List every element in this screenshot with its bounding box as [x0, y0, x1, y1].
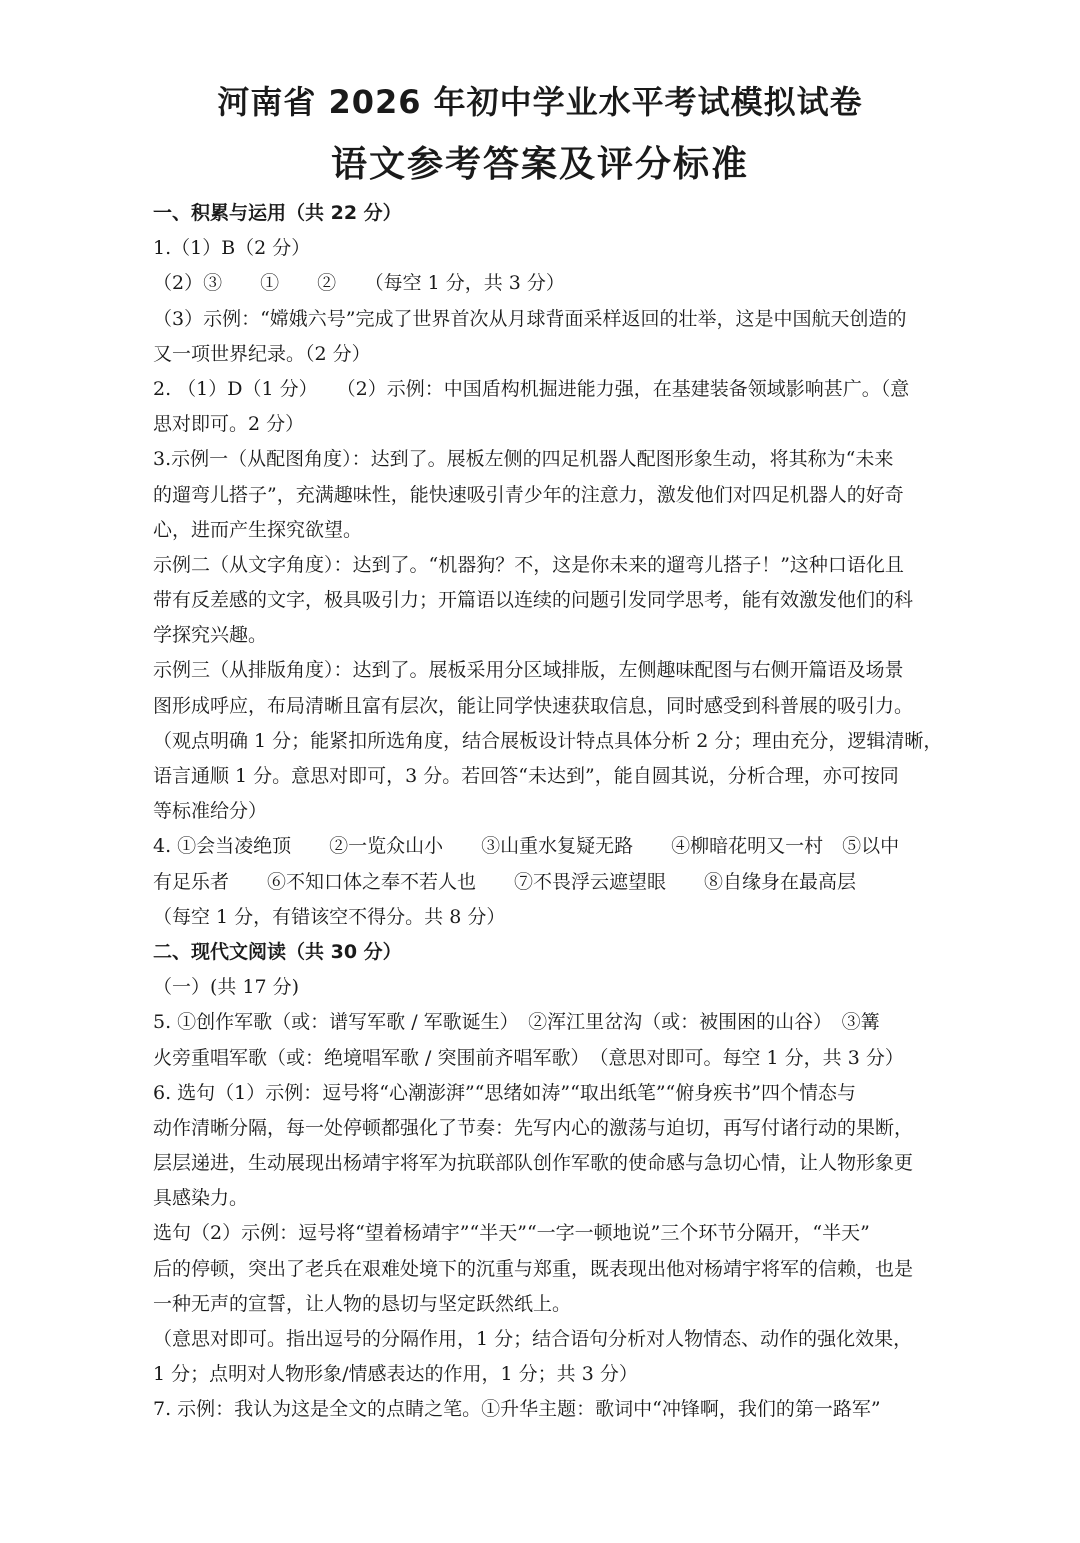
answer-line: 后的停顿，突出了老兵在艰难处境下的沉重与郑重，既表现出他对杨靖宇将军的信赖，也是 [153, 1257, 914, 1280]
answer-line: 7. 示例：我认为这是全文的点睛之笔。①升华主题：歌词中“冲锋啊，我们的第一路军” [153, 1398, 881, 1421]
answer-line: （观点明确 1 分；能紧扣所选角度，结合展板设计特点具体分析 2 分；理由充分，逻辑清晰， [153, 729, 943, 752]
answer-line: 语言通顺 1 分。意思对即可，3 分。若回答“未达到”，能自圆其说，分析合理，亦可按同 [153, 765, 899, 787]
answer-body [153, 196, 973, 1428]
answer-line: 2. （1）D（1 分） （2）示例：中国盾构机掘进能力强，在基建装备领域影响甚广。（意 [153, 377, 910, 400]
answer-line: 一种无声的宣誓，让人物的恳切与坚定跃然纸上。 [153, 1292, 572, 1315]
answer-line: 示例二（从文字角度）：达到了。“机器狗？不，这是你未来的遛弯儿搭子！”这种口语化且 [153, 553, 904, 576]
answer-line: 5. ①创作军歌（或：谱写军歌 / 军歌诞生） ②浑江里岔沟（或：被围困的山谷） ③篝 [153, 1011, 880, 1034]
section-heading: 二、现代文阅读（共 30 分） [153, 940, 402, 963]
answer-line: 又一项世界纪录。（2 分） [153, 342, 371, 365]
answer-line: （一）(共 17 分) [153, 976, 300, 999]
answer-line: 学探究兴趣。 [153, 624, 268, 647]
answer-line: 思对即可。2 分） [153, 413, 305, 436]
answer-line: 1.（1）B（2 分） [153, 237, 311, 260]
answer-line: 有足乐者 ⑥不知口体之奉不若人也 ⑦不畏浮云遮望眼 ⑧自缘身在最高层 [153, 870, 857, 893]
answer-line: （每空 1 分，有错该空不得分。共 8 分） [153, 905, 506, 928]
answer-line: 4. ①会当凌绝顶 ②一览众山小 ③山重水复疑无路 ④柳暗花明又一村 ⑤以中 [153, 835, 900, 858]
answer-line: （2）③ ① ② （每空 1 分，共 3 分） [153, 272, 565, 295]
exam-title: 河南省 2026 年初中学业水平考试模拟试卷 [217, 83, 863, 121]
answer-line: 6. 选句（1）示例：逗号将“心潮澎湃”“思绪如涛”“取出纸笔”“俯身疾书”四个情态与 [153, 1081, 856, 1104]
answer-line: （意思对即可。指出逗号的分隔作用，1 分；结合语句分析对人物情态、动作的强化效果， [153, 1328, 913, 1350]
answer-key-title: 语文参考答案及评分标准 [330, 144, 749, 185]
answer-line: 等标准给分） [153, 800, 268, 823]
answer-line: 3.示例一（从配图角度）：达到了。展板左侧的四足机器人配图形象生动，将其称为“未来 [153, 448, 894, 471]
answer-line: 层层递进，生动展现出杨靖宇将军为抗联部队创作军歌的使命感与急切心情，让人物形象更 [153, 1152, 914, 1175]
answer-line: 图形成呼应，布局清晰且富有层次，能让同学快速获取信息，同时感受到科普展的吸引力。 [153, 694, 914, 717]
answer-line: 带有反差感的文字，极具吸引力；开篇语以连续的问题引发同学思考，能有效激发他们的科 [153, 589, 914, 612]
answer-line: 火旁重唱军歌（或：绝境唱军歌 / 突围前齐唱军歌） （意思对即可。每空 1 分，共 3 分） [153, 1046, 904, 1069]
answer-line: （3）示例：“嫦娥六号”完成了世界首次从月球背面采样返回的壮举，这是中国航天创造的 [153, 307, 907, 330]
answer-line: 心，进而产生探究欲望。 [153, 518, 363, 541]
section-heading: 一、积累与运用（共 22 分） [153, 202, 402, 224]
answer-line: 的遛弯儿搭子”，充满趣味性，能快速吸引青少年的注意力，激发他们对四足机器人的好奇 [153, 483, 904, 506]
answer-line: 选句（2）示例：逗号将“望着杨靖宇”“半天”“一字一顿地说”三个环节分隔开，“半天” [153, 1222, 870, 1245]
answer-line: 1 分；点明对人物形象/情感表达的作用，1 分；共 3 分） [153, 1363, 638, 1386]
answer-line: 动作清晰分隔，每一处停顿都强化了节奏：先写内心的激荡与迫切，再写付诸行动的果断， [153, 1116, 914, 1139]
answer-line: 示例三（从排版角度）：达到了。展板采用分区域排版，左侧趣味配图与右侧开篇语及场景 [153, 659, 904, 682]
answer-line: 具感染力。 [153, 1187, 249, 1210]
